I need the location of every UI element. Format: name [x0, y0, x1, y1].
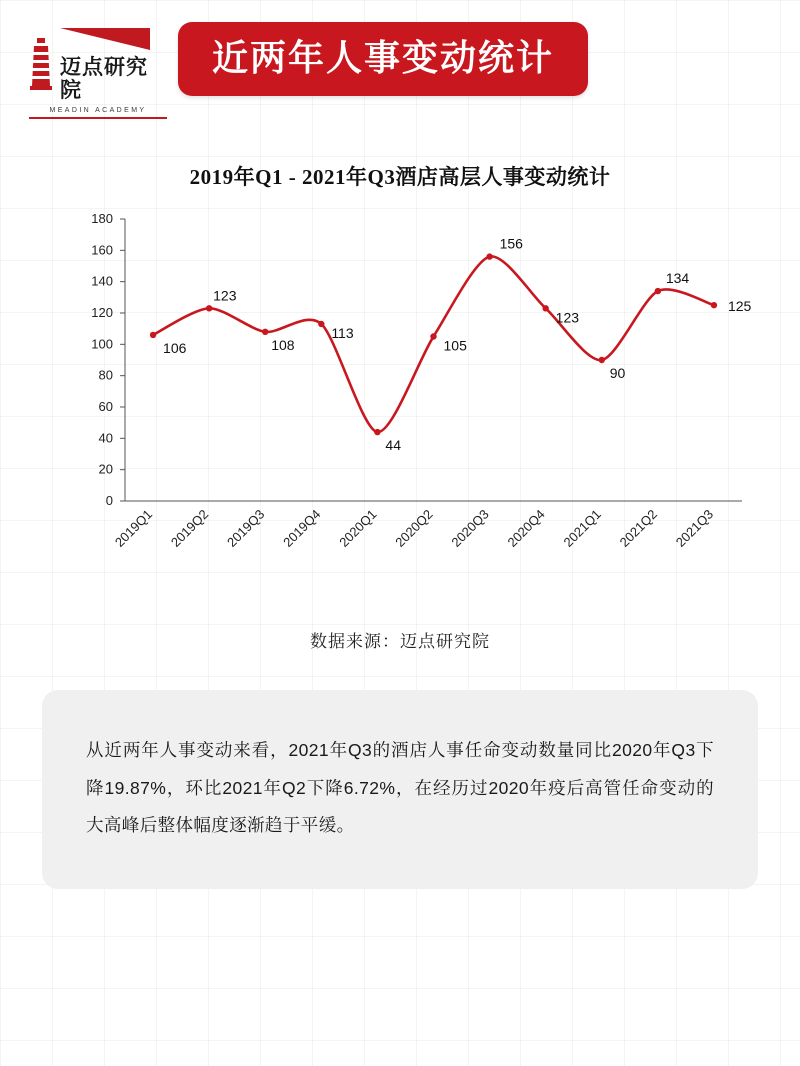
logo-text-block [60, 26, 168, 102]
y-axis-label: 40 [98, 430, 113, 446]
x-axis-label: 2019Q3 [224, 506, 268, 551]
x-axis-label: 2021Q2 [616, 506, 660, 551]
y-axis-label: 0 [105, 493, 113, 509]
x-axis-label: 2019Q4 [280, 506, 324, 551]
chart-title: 2019年Q1 - 2021年Q3酒店高层人事变动统计 [189, 165, 611, 190]
data-point [262, 329, 268, 335]
lighthouse-icon [28, 36, 54, 92]
data-point [599, 357, 605, 363]
chart-canvas [30, 201, 770, 621]
data-label: 106 [163, 340, 187, 357]
data-point [206, 305, 212, 311]
data-label: 134 [665, 270, 690, 287]
x-axis-label: 2020Q2 [392, 506, 436, 551]
y-axis-label: 120 [91, 305, 113, 321]
line-chart [30, 201, 770, 621]
data-label: 90 [609, 365, 626, 382]
y-axis-label: 20 [98, 461, 113, 477]
summary-panel: 从近两年人事变动来看，2021年Q3的酒店人事任命变动数量同比2020年Q3下降19.87%，环比2021年Q2下降6.72%，在经历过2020年疫后高管任命变动的大高峰后整体幅度逐渐趋于平缓。 [42, 690, 758, 889]
x-axis-label: 2020Q1 [336, 506, 380, 551]
x-axis-label: 2019Q1 [111, 506, 156, 551]
header [0, 0, 800, 119]
y-axis-label: 80 [98, 367, 113, 383]
data-label: 113 [331, 325, 354, 342]
logo-subtitle: MEADIN ACADEMY [49, 107, 147, 115]
logo-divider [29, 117, 167, 119]
x-axis-label: 2019Q2 [167, 506, 212, 551]
logo-row [28, 26, 168, 102]
y-axis-label: 100 [91, 336, 113, 352]
banner-title: 近两年人事变动统计 [178, 22, 588, 96]
chart-source: 数据来源：迈点研究院 [310, 632, 490, 652]
data-label: 108 [271, 336, 295, 353]
y-axis-label: 180 [91, 211, 113, 227]
data-point [430, 333, 436, 339]
chart-block [0, 161, 800, 652]
data-point [486, 254, 492, 260]
logo-title: 迈点研究院 [60, 56, 148, 103]
data-label: 125 [727, 298, 752, 315]
data-label: 156 [499, 235, 523, 252]
data-point [150, 332, 156, 338]
data-label: 105 [443, 337, 467, 354]
x-axis-label: 2020Q3 [448, 506, 492, 551]
x-axis-label: 2021Q3 [672, 506, 717, 551]
data-line [153, 257, 714, 433]
y-axis-label: 160 [91, 242, 113, 258]
data-point [655, 288, 661, 294]
data-label: 44 [385, 437, 401, 454]
data-point [374, 429, 380, 435]
y-axis-label: 140 [91, 273, 113, 289]
data-point [542, 305, 548, 311]
swoosh-icon [60, 26, 150, 52]
data-point [318, 321, 324, 327]
data-label: 123 [213, 287, 237, 304]
y-axis-label: 60 [98, 399, 113, 415]
x-axis-label: 2021Q1 [560, 506, 604, 551]
x-axis-label: 2020Q4 [504, 506, 548, 551]
data-point [711, 302, 717, 308]
logo [28, 26, 168, 119]
data-label: 123 [555, 309, 580, 326]
